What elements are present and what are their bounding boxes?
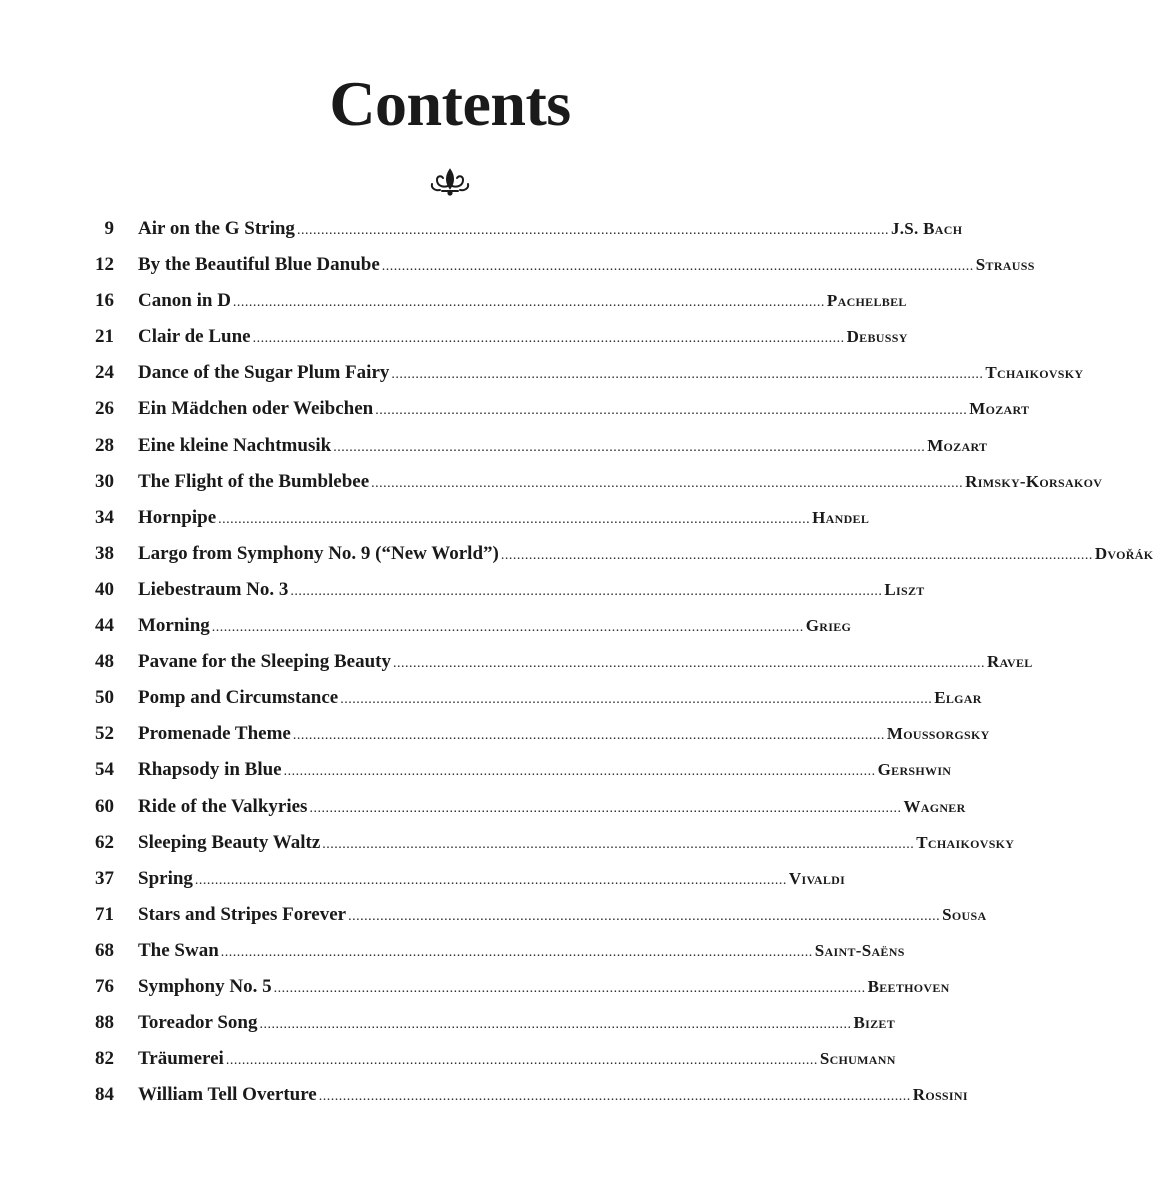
contents-entry[interactable] xyxy=(60,795,966,832)
entry-title: Clair de Lune xyxy=(138,326,251,348)
contents-entry[interactable] xyxy=(60,434,988,471)
page-title: Contents xyxy=(329,68,571,139)
entry-title: Hornpipe xyxy=(138,506,217,528)
contents-entry[interactable] xyxy=(60,687,982,723)
entry-page-number: 71 xyxy=(95,903,114,925)
entry-composer: Tchaikovsky xyxy=(985,363,1084,383)
entry-page-number: 84 xyxy=(95,1084,114,1106)
entry-page-number: 60 xyxy=(95,795,114,817)
entry-composer: Pachelbel xyxy=(826,291,907,311)
dot-leader: .................................................................................................................................................... xyxy=(296,223,889,238)
entry-composer: Bizet xyxy=(853,1013,896,1033)
contents-entry[interactable] xyxy=(60,506,870,543)
contents-entry[interactable] xyxy=(60,326,908,362)
entry-title: Pavane for the Sleeping Beauty xyxy=(138,651,391,673)
entry-title: Ride of the Valkyries xyxy=(138,795,308,817)
entry-composer: Mozart xyxy=(969,399,1030,419)
entry-page-number: 16 xyxy=(95,290,114,312)
dot-leader: .................................................................................................................................................... xyxy=(252,331,845,347)
entry-composer: Vivaldi xyxy=(788,868,846,888)
contents-entry[interactable] xyxy=(60,218,963,254)
entry-page-number: 24 xyxy=(95,362,114,384)
dot-leader: .................................................................................................................................................... xyxy=(391,367,984,383)
contents-entry[interactable] xyxy=(60,939,905,976)
contents-entry[interactable] xyxy=(60,759,952,795)
entry-page-number: 62 xyxy=(95,831,114,853)
entry-page-number: 88 xyxy=(95,1012,114,1034)
entry-page-number: 30 xyxy=(95,470,114,492)
entry-title: Toreador Song xyxy=(138,1012,258,1034)
entry-title: Largo from Symphony No. 9 (“New World”) xyxy=(138,542,499,564)
dot-leader: .................................................................................................................................................... xyxy=(273,980,866,996)
entry-page-number: 68 xyxy=(95,939,114,961)
contents-list xyxy=(60,218,1153,1120)
entry-page-number: 44 xyxy=(95,615,114,637)
dot-leader: .................................................................................................................................................... xyxy=(232,295,825,311)
entry-composer: Gershwin xyxy=(877,760,952,780)
entry-title: Rhapsody in Blue xyxy=(138,759,282,781)
dot-leader: .................................................................................................................................................... xyxy=(218,511,811,527)
contents-entry[interactable] xyxy=(60,615,852,651)
entry-page-number: 38 xyxy=(95,542,114,564)
entry-title: Träumerei xyxy=(138,1048,224,1070)
dot-leader: .................................................................................................................................................... xyxy=(292,728,885,744)
dot-leader: .................................................................................................................................................... xyxy=(194,872,787,888)
entry-page-number: 34 xyxy=(95,506,114,528)
entry-composer: J.S. Bach xyxy=(890,219,963,238)
entry-composer: Debussy xyxy=(846,327,908,347)
entry-title: Dance of the Sugar Plum Fairy xyxy=(138,362,390,384)
entry-title: Air on the G String xyxy=(138,218,295,239)
contents-entry[interactable] xyxy=(60,723,990,759)
entry-title: Sleeping Beauty Waltz xyxy=(138,831,321,853)
dot-leader: .................................................................................................................................................... xyxy=(211,620,804,636)
entry-composer: Elgar xyxy=(934,688,982,708)
entry-composer: Handel xyxy=(812,507,870,527)
contents-entry[interactable] xyxy=(60,867,846,904)
dot-leader: .................................................................................................................................................... xyxy=(348,908,941,924)
dot-leader: .................................................................................................................................................... xyxy=(225,1053,818,1069)
entry-title: Promenade Theme xyxy=(138,723,291,745)
entry-title: Stars and Stripes Forever xyxy=(138,903,347,925)
dot-leader: .................................................................................................................................................... xyxy=(340,692,933,708)
entry-composer: Rossini xyxy=(912,1085,968,1105)
entry-composer: Dvořák xyxy=(1094,543,1153,563)
entry-page-number: 9 xyxy=(104,218,114,239)
entry-title: Ein Mädchen oder Weibchen xyxy=(138,398,374,420)
contents-entry[interactable] xyxy=(60,578,925,615)
contents-entry[interactable] xyxy=(60,398,1030,434)
entry-composer: Sousa xyxy=(942,904,987,924)
dot-leader: .................................................................................................................................................... xyxy=(371,475,964,491)
entry-composer: Moussorgsky xyxy=(886,724,990,744)
dot-leader: .................................................................................................................................................... xyxy=(318,1089,911,1105)
contents-entry[interactable] xyxy=(60,1048,896,1084)
entry-title: The Swan xyxy=(138,939,219,961)
entry-page-number: 40 xyxy=(95,578,114,600)
dot-leader: .................................................................................................................................................... xyxy=(220,944,813,960)
dot-leader: .................................................................................................................................................... xyxy=(333,439,926,455)
entry-page-number: 21 xyxy=(95,326,114,348)
dot-leader: .................................................................................................................................................... xyxy=(392,656,985,672)
contents-entry[interactable] xyxy=(60,470,1103,507)
entry-composer: Saint-Saëns xyxy=(814,940,905,960)
dot-leader: .................................................................................................................................................... xyxy=(309,800,902,816)
entry-page-number: 48 xyxy=(95,651,114,673)
entry-title: By the Beautiful Blue Danube xyxy=(138,254,380,276)
entry-page-number: 52 xyxy=(95,723,114,745)
entry-page-number: 26 xyxy=(95,398,114,420)
contents-entry[interactable] xyxy=(60,903,987,940)
contents-entry[interactable] xyxy=(60,290,907,326)
dot-leader: .................................................................................................................................................... xyxy=(283,764,876,780)
entry-composer: Mozart xyxy=(927,435,988,455)
entry-composer: Ravel xyxy=(986,652,1033,672)
entry-composer: Tchaikovsky xyxy=(916,832,1015,852)
entry-page-number: 28 xyxy=(95,434,114,456)
entry-composer: Beethoven xyxy=(867,976,950,996)
dot-leader: .................................................................................................................................................... xyxy=(375,403,968,419)
entry-page-number: 12 xyxy=(95,254,114,276)
entry-title: Spring xyxy=(138,867,193,889)
entry-title: William Tell Overture xyxy=(138,1084,317,1106)
entry-page-number: 82 xyxy=(95,1048,114,1070)
dot-leader: .................................................................................................................................................... xyxy=(381,259,974,275)
entry-title: Canon in D xyxy=(138,290,231,312)
dot-leader: .................................................................................................................................................... xyxy=(290,583,883,599)
entry-title: Morning xyxy=(138,615,210,637)
entry-page-number: 76 xyxy=(95,975,114,997)
contents-entry[interactable] xyxy=(60,1084,968,1120)
contents-entry[interactable] xyxy=(60,542,1153,579)
entry-composer: Schumann xyxy=(819,1049,896,1069)
contents-entry[interactable] xyxy=(60,362,1084,398)
entry-title: Eine kleine Nachtmusik xyxy=(138,434,332,456)
fleur-ornament-icon xyxy=(428,166,472,196)
entry-title: Symphony No. 5 xyxy=(138,975,272,997)
contents-entry[interactable] xyxy=(60,975,950,1012)
entry-title: Pomp and Circumstance xyxy=(138,687,339,709)
entry-title: Liebestraum No. 3 xyxy=(138,578,289,600)
entry-composer: Rimsky-Korsakov xyxy=(965,471,1103,491)
entry-page-number: 54 xyxy=(95,759,114,781)
contents-entry[interactable] xyxy=(60,1012,896,1048)
contents-entry[interactable] xyxy=(60,831,1015,868)
dot-leader: .................................................................................................................................................... xyxy=(322,836,915,852)
entry-composer: Strauss xyxy=(975,255,1035,275)
dot-leader: .................................................................................................................................................... xyxy=(500,547,1093,563)
entry-composer: Grieg xyxy=(805,616,852,636)
entry-page-number: 50 xyxy=(95,687,114,709)
entry-composer: Liszt xyxy=(884,579,925,599)
dot-leader: .................................................................................................................................................... xyxy=(259,1017,852,1033)
entry-composer: Wagner xyxy=(903,796,966,816)
contents-entry[interactable] xyxy=(60,254,1035,290)
entry-title: The Flight of the Bumblebee xyxy=(138,470,370,492)
contents-entry[interactable] xyxy=(60,651,1033,687)
entry-page-number: 37 xyxy=(95,867,114,889)
